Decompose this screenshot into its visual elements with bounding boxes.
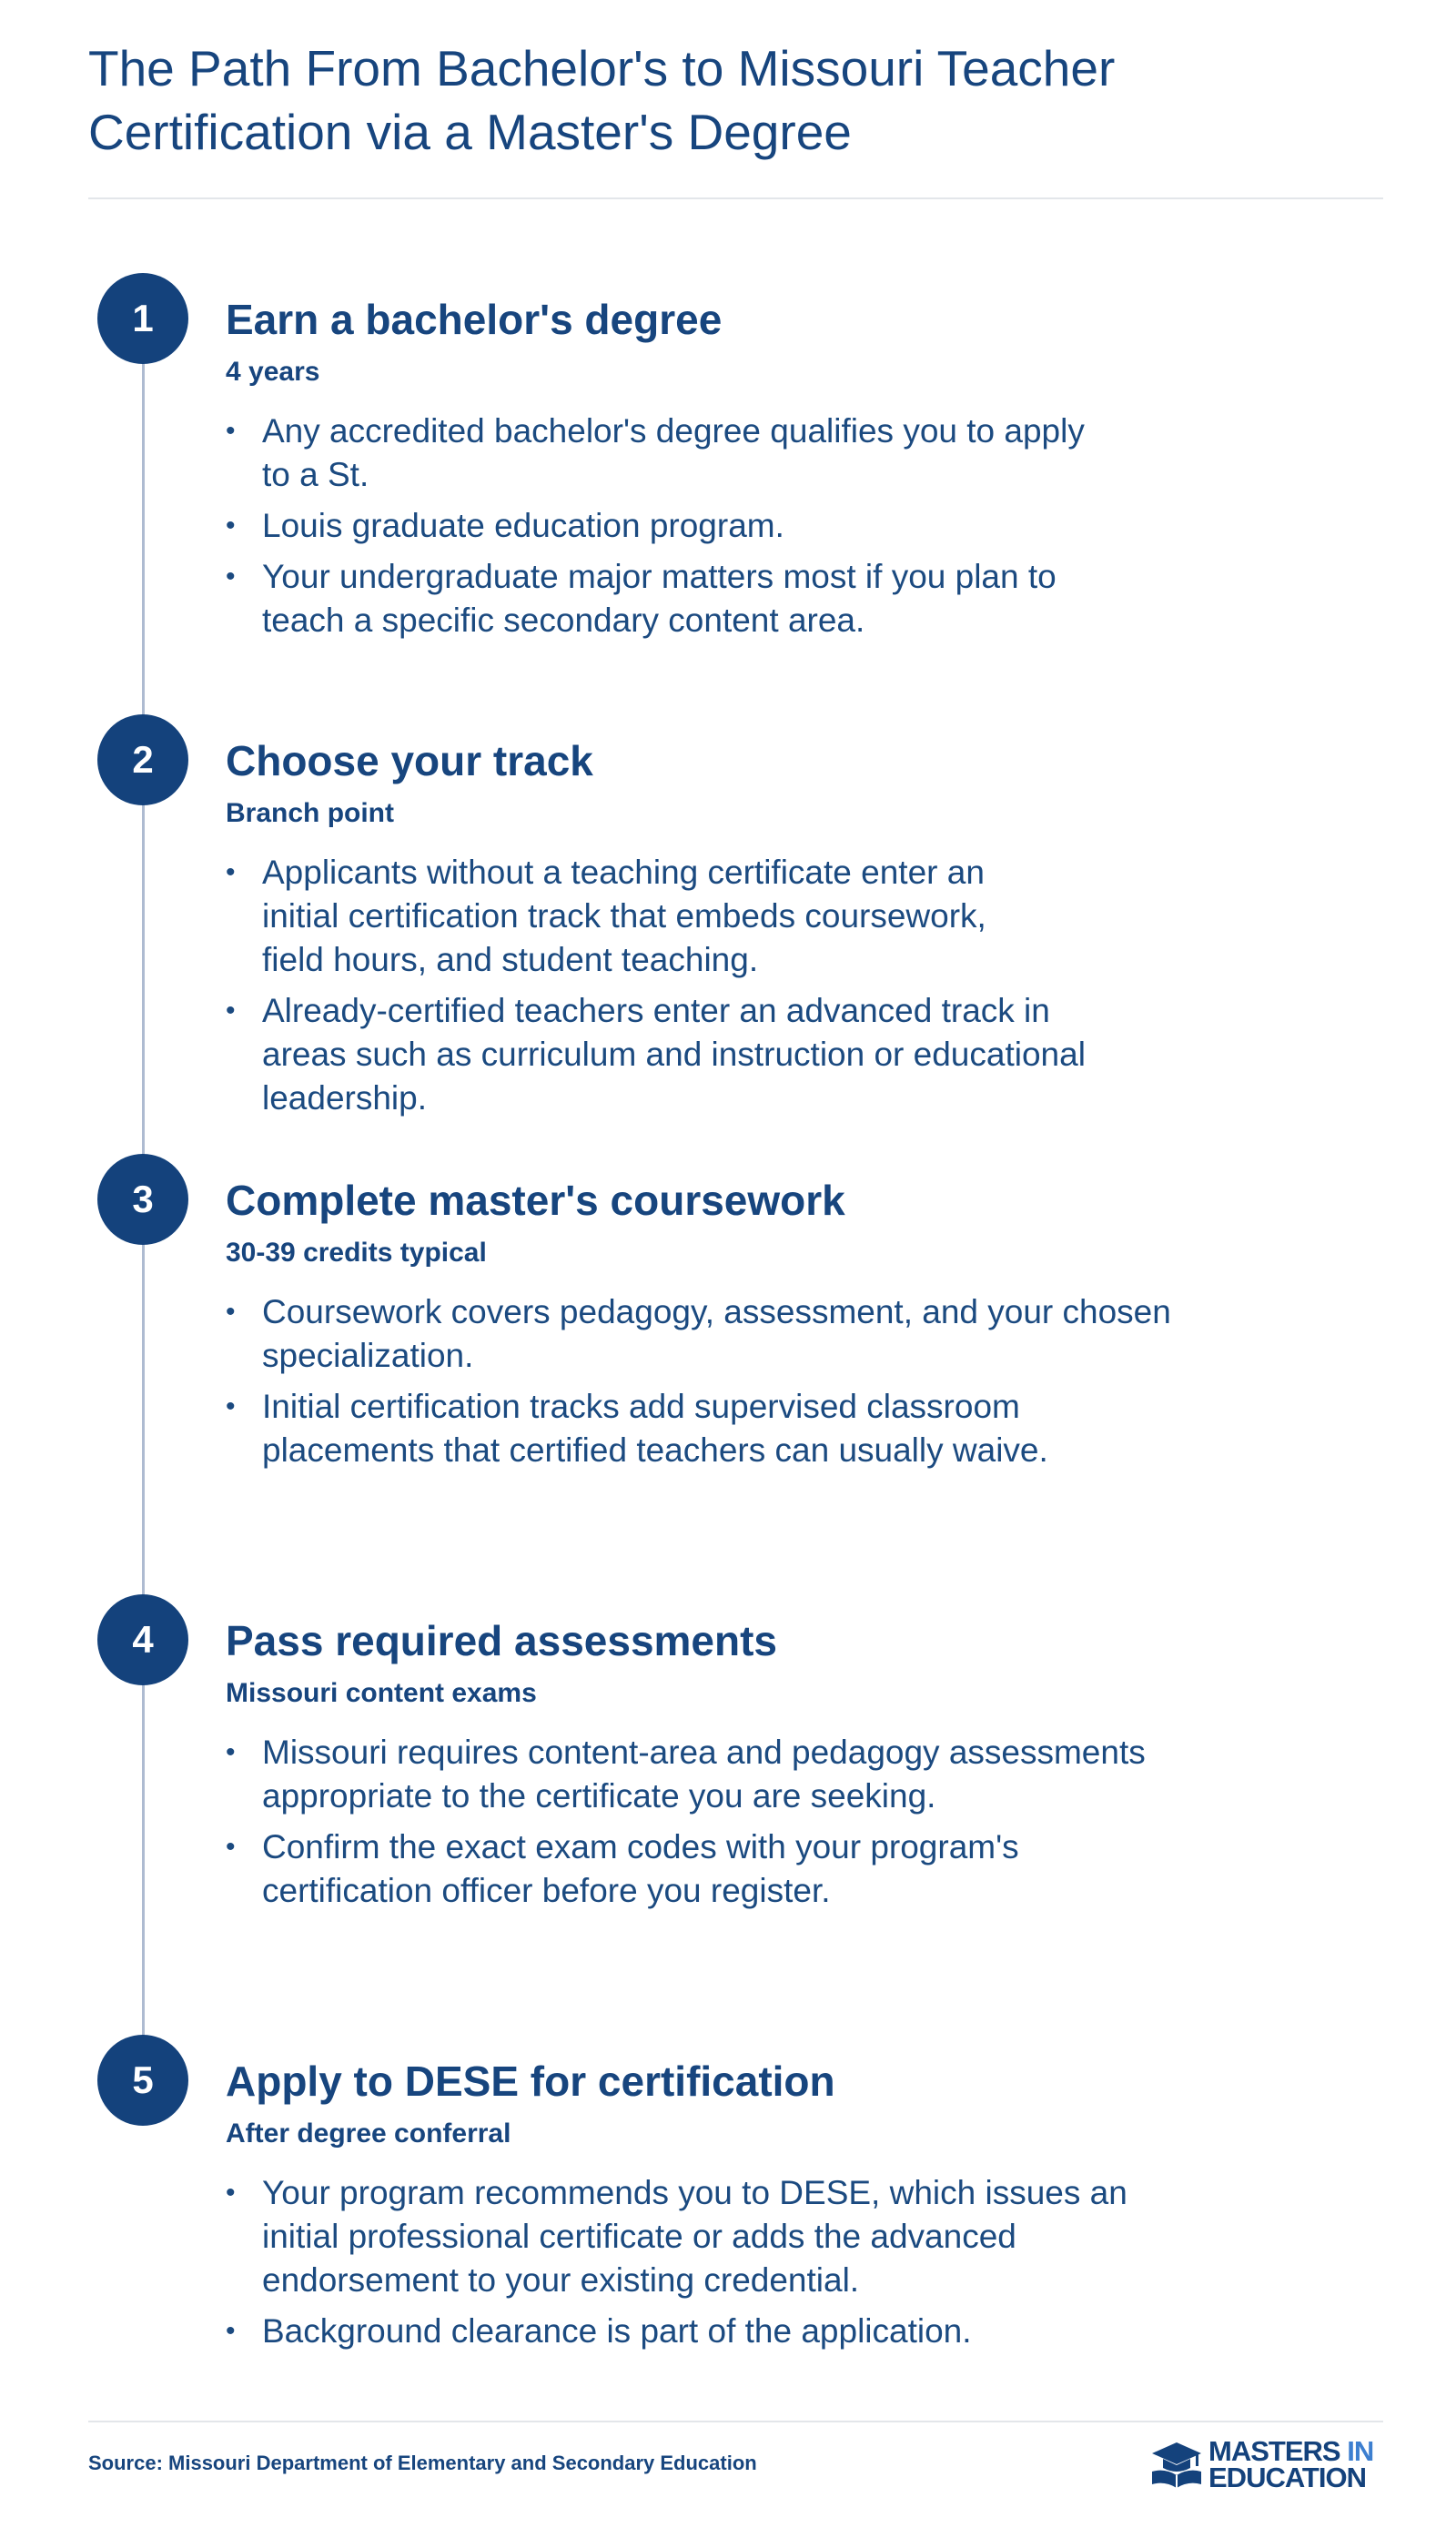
- page-title: The Path From Bachelor's to Missouri Teacher Certification via a Master's Degree: [88, 40, 1116, 160]
- step-title: Choose your track: [226, 737, 593, 784]
- bullet-item: • Already-certified teachers enter an advanced track in areas such as curriculum and instruction or educational leadership.: [226, 989, 1136, 1120]
- step-subtitle: 4 years: [226, 357, 320, 387]
- logo-word-in: IN: [1347, 2435, 1374, 2467]
- bullet-item: • Louis graduate education program.: [226, 504, 1099, 548]
- logo-wordmark: [1208, 2435, 1374, 2493]
- bullet-item: • Applicants without a teaching certificate enter an initial certification track that embeds coursework, field hours, and student teaching.: [226, 851, 1136, 982]
- step-title: Earn a bachelor's degree: [226, 296, 723, 343]
- step-title: Complete master's coursework: [226, 1177, 845, 1224]
- logo-word-masters: MASTERS: [1208, 2435, 1340, 2467]
- bullet-item: • Your undergraduate major matters most if you plan to teach a specific secondary content area.: [226, 555, 1099, 642]
- bullet-item: • Coursework covers pedagogy, assessment, and your chosen specialization.: [226, 1290, 1227, 1378]
- step-subtitle: After degree conferral: [226, 2118, 511, 2149]
- step-subtitle: Branch point: [226, 798, 394, 828]
- step-number-badge: 3: [97, 1154, 188, 1245]
- bullet-item: • Background clearance is part of the application.: [226, 2310, 1190, 2353]
- bullet-item: • Any accredited bachelor's degree qualifies you to apply to a St.: [226, 410, 1099, 497]
- footer-divider: [88, 2421, 1383, 2422]
- step-bullet-list: [226, 851, 1136, 1127]
- step-title: Apply to DESE for certification: [226, 2058, 835, 2105]
- step-number-badge: 4: [97, 1594, 188, 1685]
- masters-in-education-logo[interactable]: [1150, 2437, 1383, 2492]
- step-number-badge: 2: [97, 714, 188, 805]
- step-number-badge: 1: [97, 273, 188, 364]
- step-subtitle: Missouri content exams: [226, 1678, 537, 1708]
- header-divider: [88, 197, 1383, 199]
- step-bullet-list: [226, 1731, 1208, 1920]
- step-bullet-list: [226, 410, 1099, 650]
- graduation-cap-book-icon: [1150, 2439, 1203, 2490]
- step-bullet-list: [226, 1290, 1227, 1480]
- bullet-item: • Your program recommends you to DESE, which issues an initial professional certificate or adds the advanced endorsement to your existing credential.: [226, 2171, 1190, 2302]
- step-subtitle: 30-39 credits typical: [226, 1238, 487, 1268]
- bullet-item: • Initial certification tracks add supervised classroom placements that certified teachers can usually waive.: [226, 1385, 1227, 1472]
- source-credit: Source: Missouri Department of Elementary and Secondary Education: [88, 2452, 757, 2474]
- bullet-item: • Missouri requires content-area and pedagogy assessments appropriate to the certificate you are seeking.: [226, 1731, 1208, 1818]
- step-title: Pass required assessments: [226, 1617, 778, 1664]
- step-bullet-list: [226, 2171, 1190, 2361]
- step-number-badge: 5: [97, 2035, 188, 2126]
- bullet-item: • Confirm the exact exam codes with your program's certification officer before you register.: [226, 1825, 1208, 1913]
- logo-word-education: EDUCATION: [1208, 2462, 1366, 2493]
